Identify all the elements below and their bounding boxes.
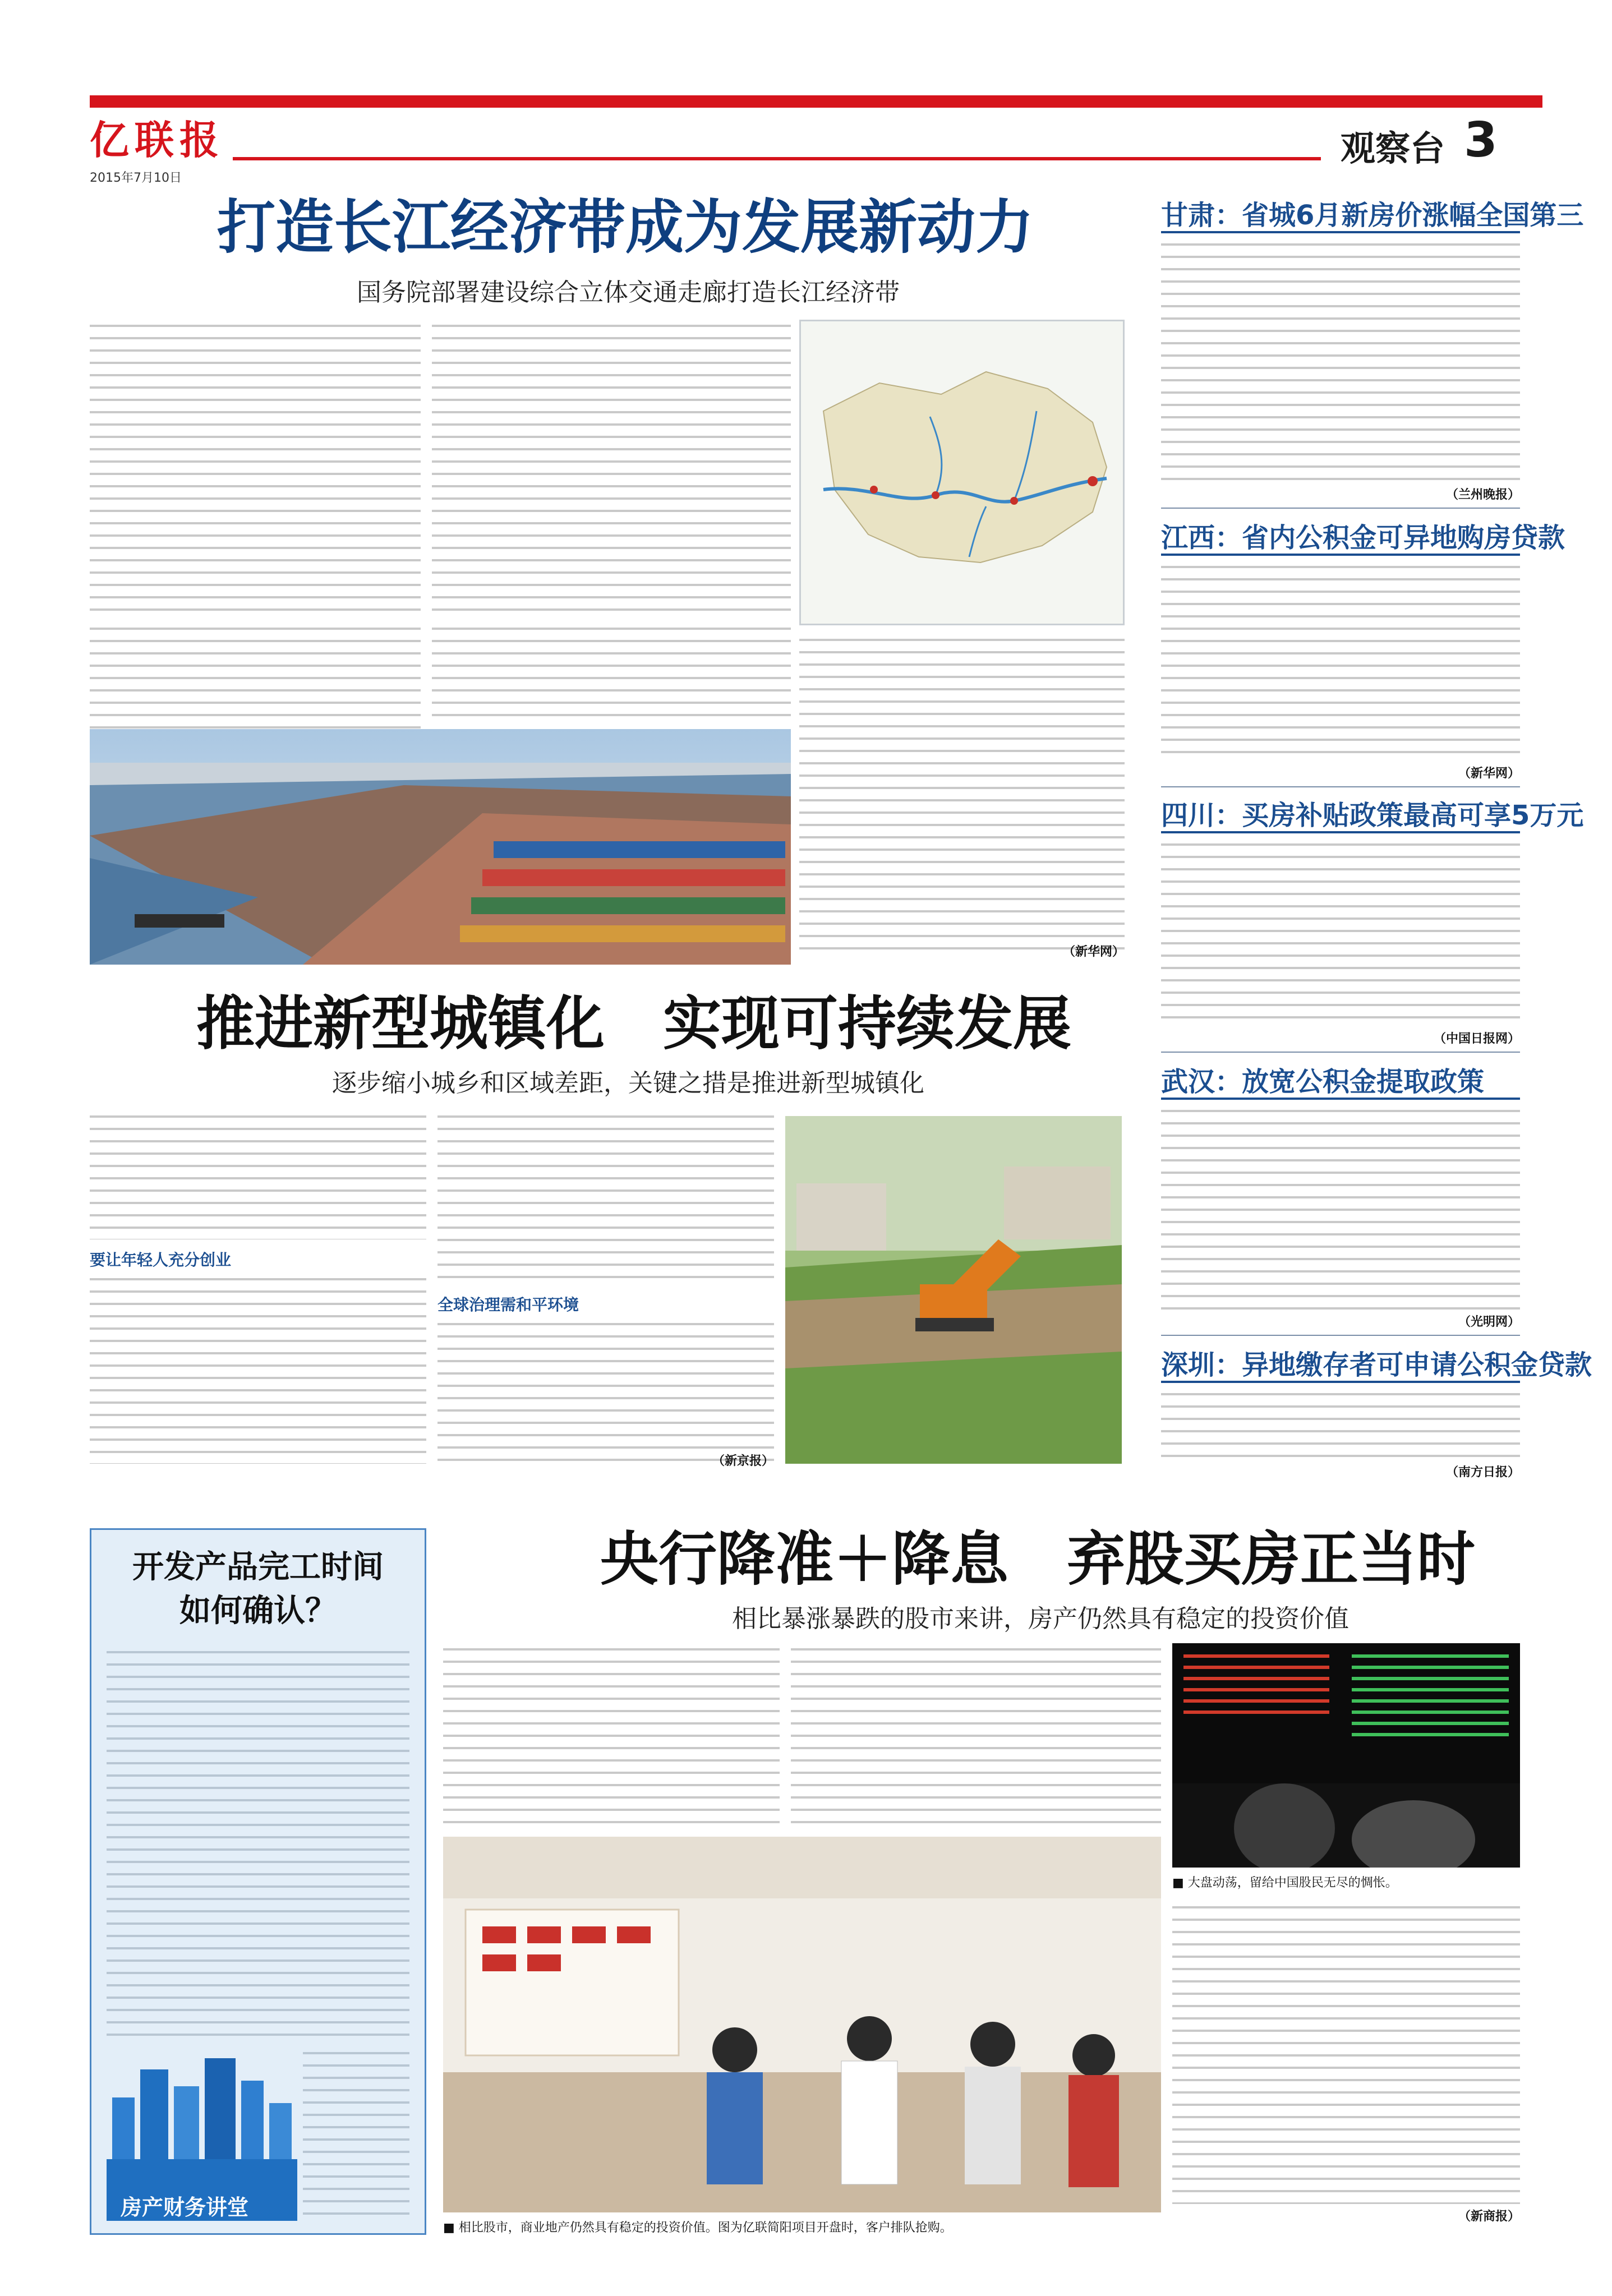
right-story1-location: 甘肃： [1161,200,1242,231]
article1-text-col2 [432,320,791,611]
section-name: 观察台 [1341,128,1445,169]
right-story2-source: （新华网） [1458,767,1520,781]
article3-text-col3 [1172,1901,1520,2204]
sales-office-photo-caption: ■ 相比股市，商业地产仍然具有稳定的投资价值。图为亿联简阳项目开盘时，客户排队抢购。 [443,2221,952,2235]
port-container-photo [90,729,791,965]
article1-text-col2b [432,623,791,723]
right-story3-location: 四川： [1161,800,1242,831]
right-story2-location: 江西： [1161,522,1242,554]
stock-market-photo [1172,1643,1520,1868]
sidebar-title-line2: 如何确认？ [179,1592,337,1629]
article3-text-col2 [791,1643,1161,1828]
yangtze-map-image [799,320,1125,625]
right-story3-rule [1161,831,1520,833]
right-story1-title: 省城6月新房价涨幅全国第三 [1242,200,1584,231]
right-story5-heading [1161,1343,1592,1382]
sidebar-banner-text: 房产财务讲堂 [121,2195,249,2220]
right-story5-source: （南方日报） [1445,1465,1520,1479]
right-story2-title: 省内公积金可异地购房贷款 [1242,522,1565,554]
right-story3-source: （中国日报网） [1433,1032,1520,1046]
right-story4-text [1161,1105,1520,1310]
article2-subhead: 逐步缩小城乡和区域差距，关键之措是推进新型城镇化 [332,1069,924,1098]
article3-text-col1 [443,1643,780,1828]
right-separator-3 [1161,1052,1520,1053]
right-story5-title: 异地缴存者可申请公积金贷款 [1242,1349,1592,1381]
construction-site-photo [785,1116,1122,1464]
right-story4-title: 放宽公积金提取政策 [1242,1066,1485,1098]
article1-subhead: 国务院部署建设综合立体交通走廊打造长江经济带 [357,278,900,307]
article2-headline: 推进新型城镇化 实现可持续发展 [196,989,1071,1058]
sidebar-title [101,1545,415,1633]
right-story1-source: （兰州晚报） [1445,488,1520,502]
article2-text-col1b [90,1273,426,1464]
article1-text-col3 [799,634,1125,959]
right-story5-rule [1161,1381,1520,1383]
skyline-icon [107,2047,297,2159]
right-separator-4 [1161,1335,1520,1336]
right-story2-text [1161,561,1520,763]
right-separator-2 [1161,786,1520,787]
right-story4-rule [1161,1098,1520,1100]
right-story1-rule [1161,231,1520,233]
article2-section1-heading: 要让年轻人充分创业 [90,1251,232,1269]
right-story3-text [1161,838,1520,1026]
right-story5-location: 深圳： [1161,1349,1242,1381]
article2-text-col2 [437,1110,774,1279]
issue-date: 2015年7月10日 [90,171,182,185]
article3-headline: 央行降准＋降息 弃股买房正当时 [600,1525,1475,1593]
right-story3-title: 买房补贴政策最高可享5万元 [1242,800,1584,831]
right-separator-1 [1161,508,1520,509]
article2-section2-heading: 全球治理需和平环境 [437,1295,579,1314]
right-story4-source: （光明网） [1458,1315,1520,1329]
right-story4-location: 武汉： [1161,1066,1242,1098]
right-story1-text [1161,238,1520,482]
sidebar-text [107,1646,409,2039]
right-story3-heading [1161,794,1583,832]
top-color-bar [90,95,1542,108]
right-story5-text [1161,1388,1520,1461]
sidebar-title-line1: 开发产品完工时间 [132,1548,384,1585]
article3-subhead: 相比暴涨暴跌的股市来讲，房产仍然具有稳定的投资价值 [732,1605,1349,1633]
article2-text-col1 [90,1110,426,1239]
article1-text-col1 [90,320,421,611]
article3-source: （新商报） [1458,2210,1520,2224]
masthead-logo: 亿联报 [90,117,224,163]
article2-source: （新京报） [712,1454,774,1468]
article1-headline: 打造长江经济带成为发展新动力 [217,193,1034,261]
article1-source: （新华网） [1062,945,1125,959]
right-story2-heading [1161,516,1565,555]
right-story4-heading [1161,1060,1484,1099]
article2-text-col2b [437,1318,774,1464]
sales-office-crowd-photo [443,1837,1161,2212]
page-number: 3 [1464,112,1498,168]
stock-photo-caption: ■ 大盘动荡，留给中国股民无尽的惆怅。 [1172,1876,1398,1890]
masthead-rule [233,157,1321,160]
right-story1-heading [1161,193,1583,232]
right-story2-rule [1161,554,1520,556]
sidebar-text-tail [303,2047,409,2215]
